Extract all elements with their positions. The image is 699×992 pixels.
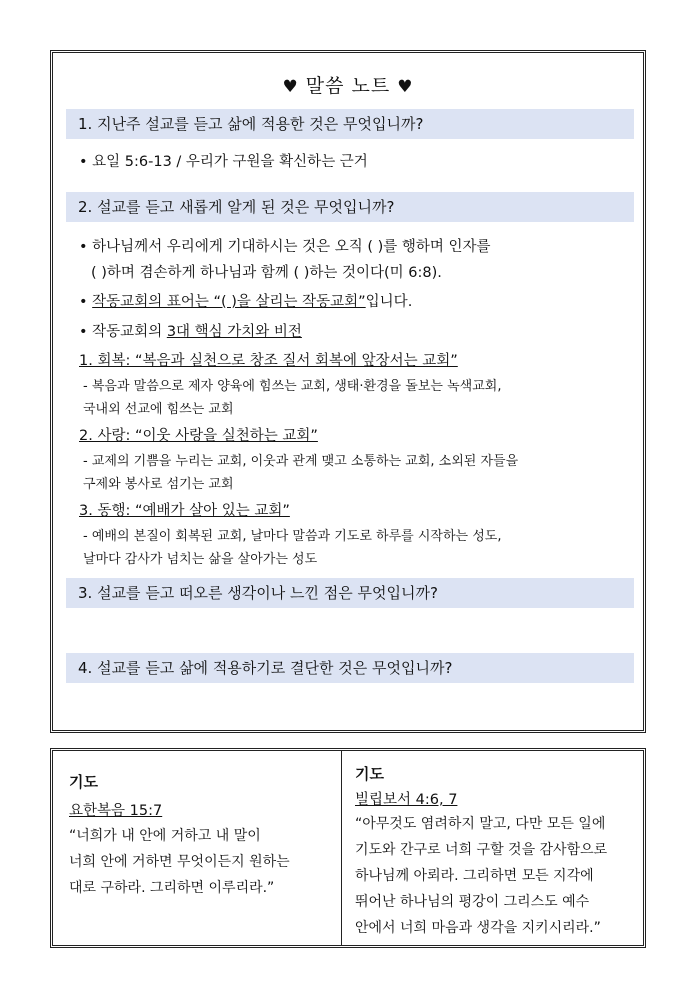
- notes-title-text: 말씀 노트: [305, 75, 391, 97]
- question-1: 1. 지난주 설교를 듣고 삶에 적용한 것은 무엇입니까?: [66, 109, 634, 139]
- verse-line: 안에서 너희 마음과 생각을 지키시리라.”: [355, 920, 601, 936]
- question-3: 3. 설교를 듣고 떠오른 생각이나 느낀 점은 무엇입니까?: [66, 578, 634, 608]
- prayer-right-reference: 빌립보서 4:6, 7: [355, 792, 458, 808]
- prayer-left-verse: [69, 823, 331, 901]
- notes-title: [53, 71, 643, 98]
- sermon-notes-box: [50, 50, 646, 733]
- verse-line: 뛰어난 하나님의 평강이 그리스도 예수: [355, 894, 590, 910]
- q2-bullet2-suffix: 입니다.: [365, 294, 413, 310]
- q2-bullet2: [79, 290, 412, 311]
- column-divider: [341, 751, 342, 945]
- value-2-line1: - 교제의 기쁨을 누리는 교회, 이웃과 관계 맺고 소통하는 교회, 소외된 자들을: [83, 454, 519, 469]
- verse-line: 너희 안에 거하면 무엇이든지 원하는: [69, 854, 290, 870]
- value-1-heading: 1. 회복: “복음과 실천으로 창조 질서 회복에 앞장서는 교회”: [79, 353, 458, 369]
- q1-answer: • 요일 5:6-13 / 우리가 구원을 확신하는 근거: [79, 154, 368, 170]
- prayer-left-reference: 요한복음 15:7: [69, 803, 163, 819]
- verse-line: 기도와 간구로 너희 구할 것을 감사함으로: [355, 842, 608, 858]
- q2-bullet1-line1: • 하나님께서 우리에게 기대하시는 것은 오직 ( )를 행하며 인자를: [79, 239, 491, 255]
- prayer-box: [50, 748, 646, 948]
- q2-bullet3: [79, 320, 302, 341]
- prayer-left-heading: 기도: [69, 773, 98, 791]
- value-1-line2: 국내외 선교에 힘쓰는 교회: [83, 402, 234, 417]
- q2-bullet1-line2: ( )하며 겸손하게 하나님과 함께 ( )하는 것이다(미 6:8).: [91, 265, 442, 281]
- verse-line: “너희가 내 안에 거하고 내 말이: [69, 828, 261, 844]
- q2-bullet2-prefix: •: [79, 294, 93, 310]
- verse-line: 하나님께 아뢰라. 그리하면 모든 지각에: [355, 868, 594, 884]
- question-2: 2. 설교를 듣고 새롭게 알게 된 것은 무엇입니까?: [66, 192, 634, 222]
- heart-icon: ♥: [397, 77, 414, 97]
- verse-line: “아무것도 염려하지 말고, 다만 모든 일에: [355, 816, 606, 832]
- verse-line: 대로 구하라. 그리하면 이루리라.”: [69, 880, 275, 896]
- prayer-right-heading: 기도: [355, 765, 384, 783]
- question-4: 4. 설교를 듣고 삶에 적용하기로 결단한 것은 무엇입니까?: [66, 653, 634, 683]
- value-2-line2: 구제와 봉사로 섬기는 교회: [83, 477, 234, 492]
- value-3-heading: 3. 동행: “예배가 살아 있는 교회”: [79, 503, 290, 519]
- heart-icon: ♥: [282, 77, 299, 97]
- q2-bullet3-values: 3대 핵심 가치와 비전: [166, 324, 302, 340]
- q2-bullet2-motto: 작동교회의 표어는 “( )을 살리는 작동교회”: [92, 294, 366, 310]
- q2-bullet3-prefix: • 작동교회의: [79, 324, 167, 340]
- value-3-line1: - 예배의 본질이 회복된 교회, 날마다 말씀과 기도로 하루를 시작하는 성도,: [83, 529, 502, 544]
- value-2-heading: 2. 사랑: “이웃 사랑을 실천하는 교회”: [79, 428, 318, 444]
- value-1-line1: - 복음과 말씀으로 제자 양육에 힘쓰는 교회, 생태·환경을 돌보는 녹색교회,: [83, 379, 502, 394]
- prayer-right-verse: [355, 811, 640, 941]
- value-3-line2: 날마다 감사가 넘치는 삶을 살아가는 성도: [83, 552, 318, 567]
